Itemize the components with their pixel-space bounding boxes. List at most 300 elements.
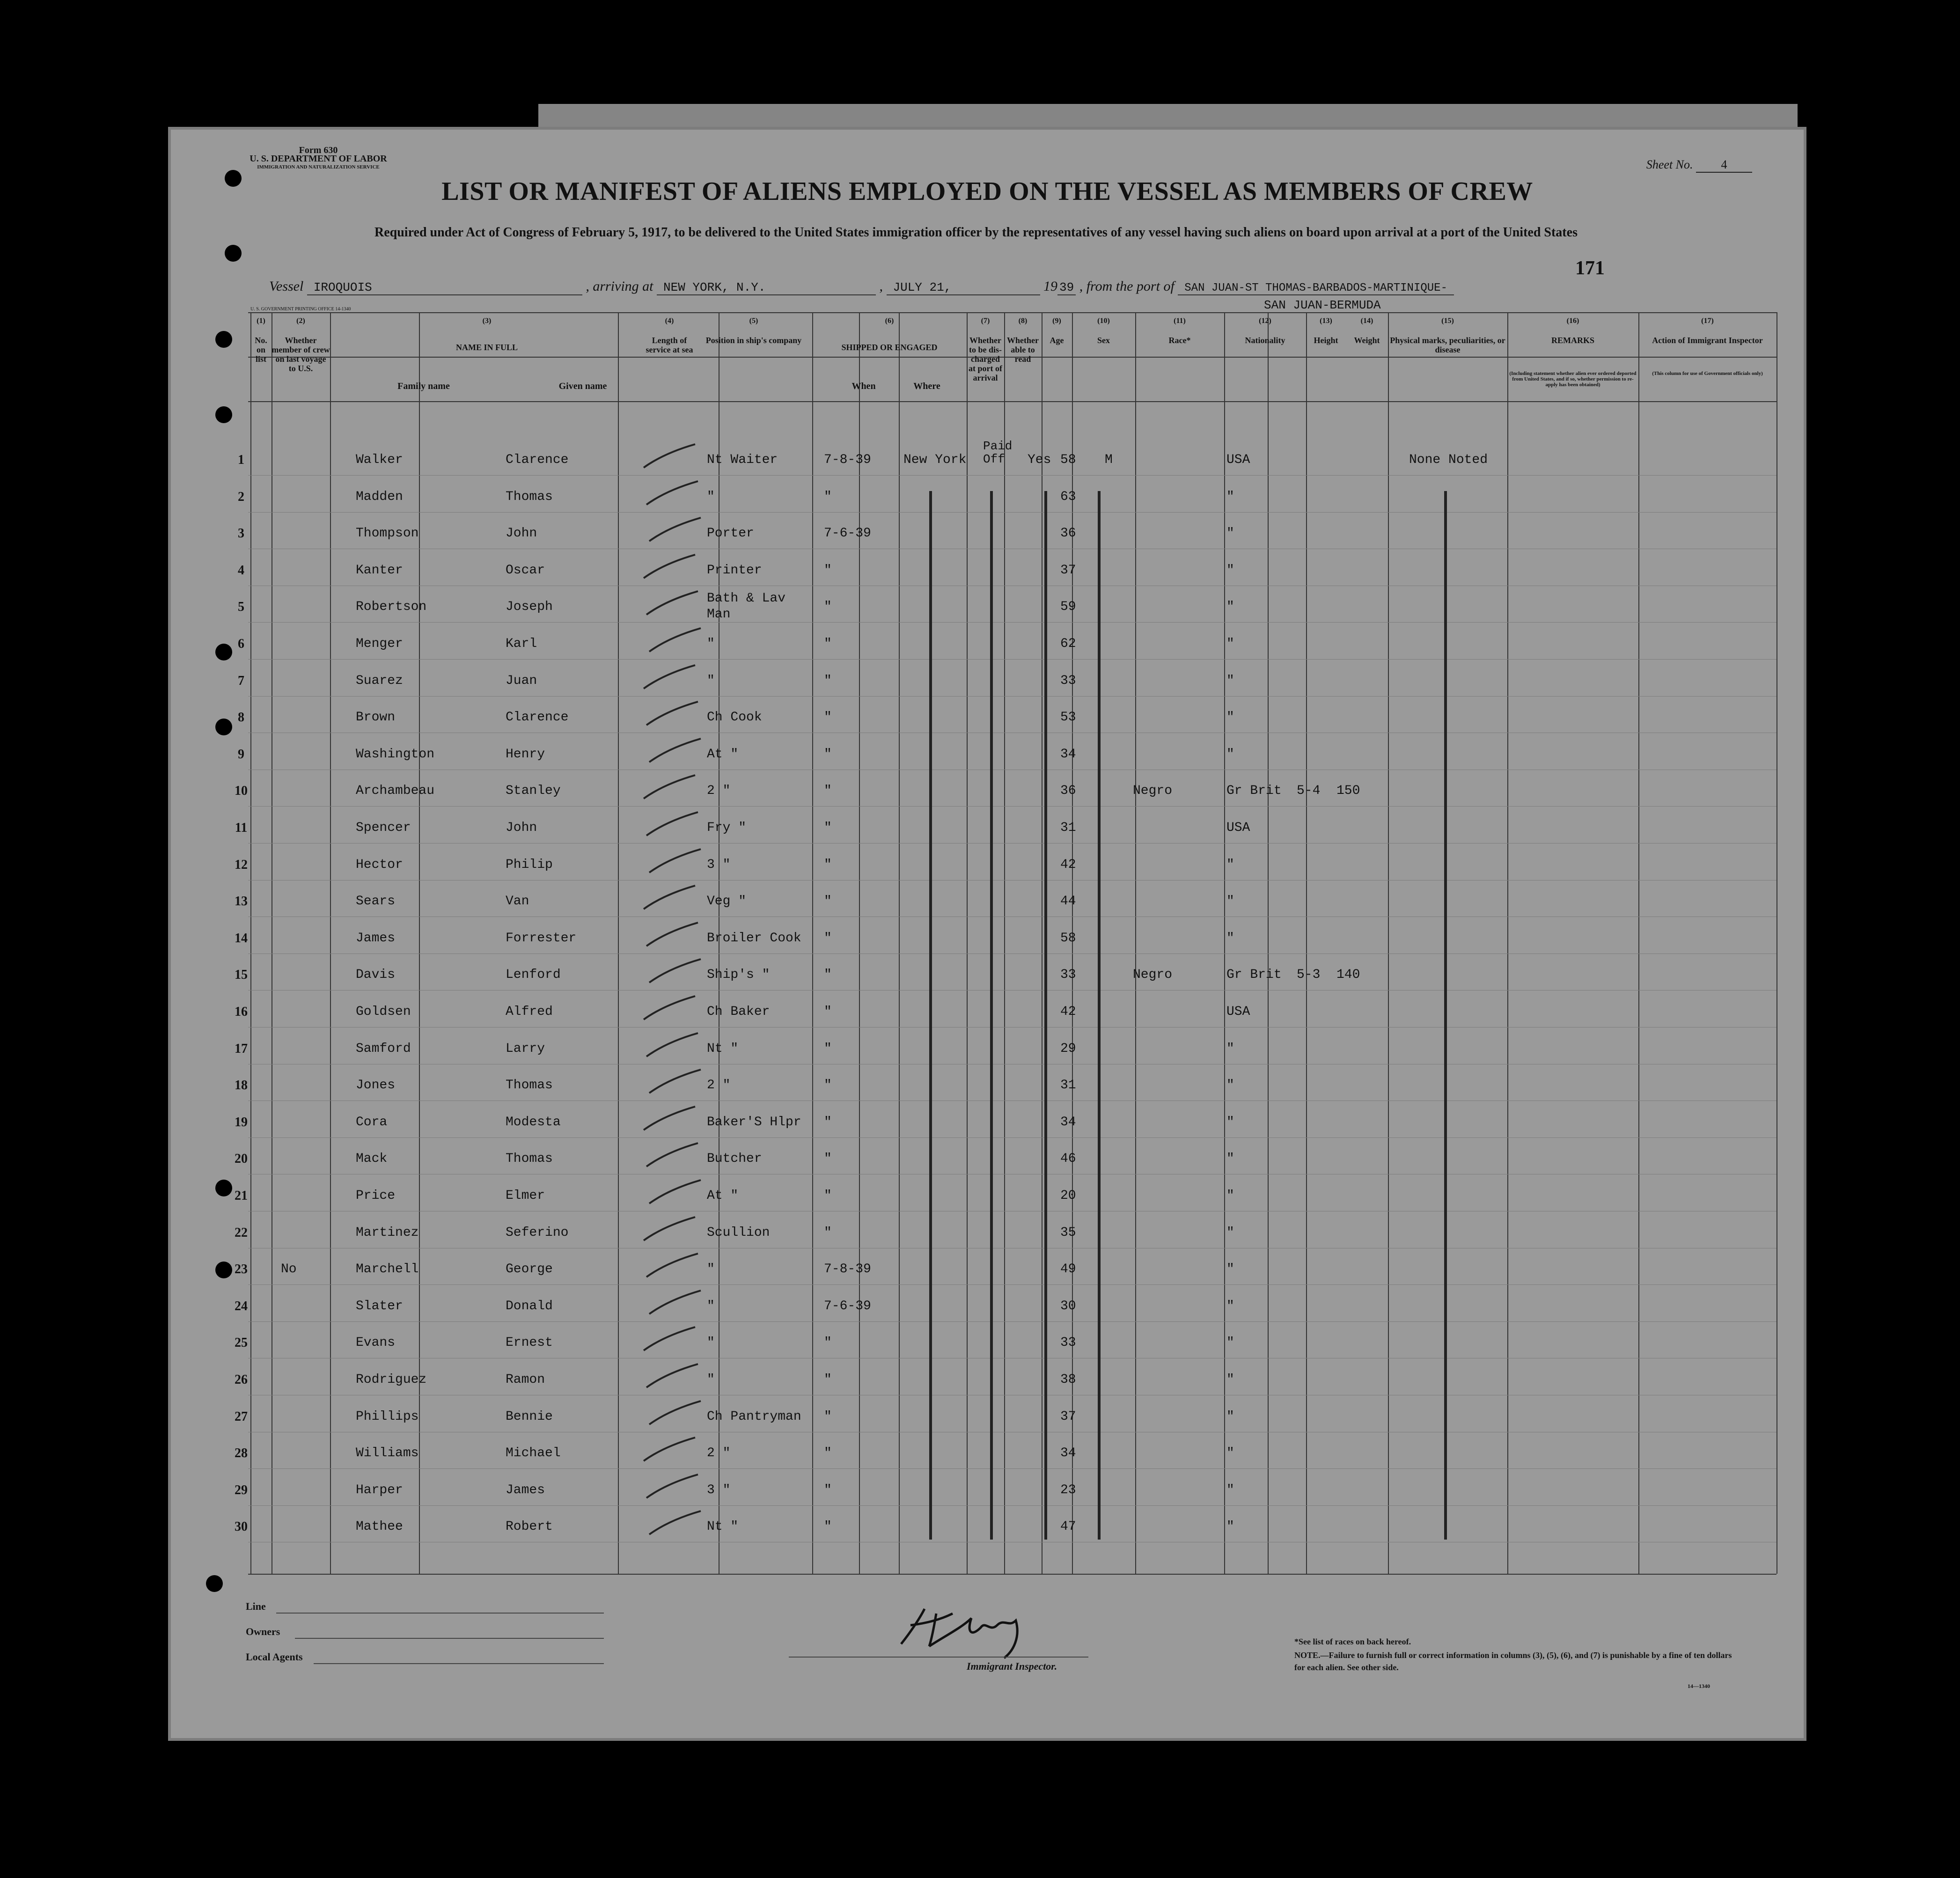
position-cell: 2 " [707, 784, 731, 799]
nationality-cell: " [1226, 1335, 1234, 1350]
given-name-cell: Michael [506, 1446, 561, 1461]
given-name-cell: Modesta [506, 1115, 561, 1130]
punch-hole [225, 245, 242, 262]
age-cell: 34 [1060, 1446, 1076, 1461]
column-number: (3) [482, 317, 492, 325]
column-number: (2) [296, 317, 305, 325]
row-number: 8 [238, 710, 244, 725]
printing-office: U. S. GOVERNMENT PRINTING OFFICE 14-1340 [250, 307, 351, 312]
age-cell: 42 [1060, 857, 1076, 872]
column-rule [1507, 312, 1508, 1574]
action-instructions: (This column for use of Government officials only) [1652, 371, 1763, 376]
punch-hole [225, 170, 242, 187]
row-number: 13 [235, 894, 248, 909]
row-number: 26 [235, 1372, 248, 1387]
shipped-when-cell: " [824, 489, 832, 504]
race-cell: Negro [1133, 968, 1173, 983]
line-label: Line [246, 1600, 266, 1612]
column-number: (14) [1360, 317, 1373, 325]
nationality-cell: " [1226, 1225, 1234, 1240]
column-number: (9) [1052, 317, 1061, 325]
family-name-cell: James [356, 931, 396, 946]
length-of-service-tick [644, 699, 700, 727]
position-cell: Scullion [707, 1225, 770, 1240]
family-name-cell: Jones [356, 1078, 396, 1093]
length-of-service-tick [641, 1215, 697, 1243]
given-name-cell: George [506, 1262, 553, 1277]
col-age: Age [1050, 336, 1064, 345]
nationality-cell: " [1226, 1041, 1234, 1056]
length-of-service-tick [647, 1399, 703, 1427]
column-rule [618, 312, 619, 1574]
shipped-when-cell: " [824, 710, 832, 725]
height-cell: 5-3 [1297, 968, 1321, 983]
physical-marks-cell: None Noted [1409, 453, 1488, 467]
column-rule [967, 312, 968, 1574]
position-cell: " [707, 673, 715, 688]
agents-underline [314, 1663, 604, 1664]
header-rule [248, 312, 1776, 313]
row-number: 14 [235, 931, 248, 946]
family-name-cell: Evans [356, 1335, 396, 1350]
age-cell: 36 [1060, 526, 1076, 541]
row-number: 24 [235, 1298, 248, 1313]
column-rule [812, 312, 813, 1574]
shipped-when-cell: 7-8-39 [824, 1262, 871, 1277]
inspector-line [789, 1657, 1088, 1658]
col-position: Position in ship's company [705, 336, 802, 345]
age-cell: 31 [1060, 1078, 1076, 1093]
column-rule [1638, 312, 1639, 1574]
weight-cell: 140 [1336, 968, 1360, 983]
age-cell: 33 [1060, 673, 1076, 688]
owners-underline [295, 1638, 604, 1639]
length-of-service-tick [641, 883, 697, 911]
nationality-cell: USA [1226, 821, 1250, 835]
nationality-cell: " [1226, 931, 1234, 946]
length-of-service-tick [641, 552, 697, 580]
col-physical-marks: Physical marks, peculiarities, or disease [1390, 336, 1505, 354]
row-number: 22 [235, 1225, 248, 1240]
row-number: 16 [235, 1005, 248, 1019]
given-name-cell: Thomas [506, 489, 553, 504]
row-rule [248, 659, 1776, 660]
penalty-note: NOTE.—Failure to furnish full or correct information in columns (3), (5), (6), and (7) is punishable by a fine of ten dollars for each alien. See other side. [1294, 1651, 1732, 1672]
col-remarks: REMARKS [1551, 336, 1594, 345]
family-name-cell: Washington [356, 747, 435, 762]
age-cell: 37 [1060, 563, 1076, 578]
length-of-service-tick [647, 1509, 703, 1537]
shipped-when-cell: " [824, 1519, 832, 1534]
shipped-when-cell: " [824, 1041, 832, 1056]
shipped-when-cell: " [824, 563, 832, 578]
given-name-cell: Clarence [506, 710, 569, 725]
inspector-signature [892, 1599, 1088, 1665]
age-cell: 33 [1060, 968, 1076, 983]
col-previous-voyage: Whether member of crew on last voyage to U.S. [272, 336, 330, 373]
departure-port: SAN JUAN-ST THOMAS-BARBADOS-MARTINIQUE- [1178, 282, 1454, 295]
age-cell: 58 [1060, 453, 1076, 467]
row-number: 30 [235, 1519, 248, 1534]
age-cell: 38 [1060, 1372, 1076, 1387]
family-name-cell: Mack [356, 1152, 388, 1166]
nationality-cell: " [1226, 894, 1234, 909]
row-rule [248, 843, 1776, 844]
col-no-on-list: No. on list [255, 336, 267, 364]
arrival-year: 39 [1057, 280, 1076, 295]
nationality-cell: USA [1226, 1005, 1250, 1019]
family-name-header: Family name [397, 381, 450, 391]
row-number: 3 [238, 526, 244, 541]
position-cell: " [707, 1298, 715, 1313]
column-number: (13) [1320, 317, 1332, 325]
ditto-line-where [929, 491, 932, 1540]
length-of-service-tick [644, 920, 700, 948]
age-cell: 63 [1060, 489, 1076, 504]
length-of-service-tick [647, 957, 703, 985]
punch-hole [215, 1180, 232, 1196]
family-name-cell: Mathee [356, 1519, 403, 1534]
nationality-cell: " [1226, 1262, 1234, 1277]
column-rule [1224, 312, 1225, 1574]
line-underline [276, 1613, 604, 1614]
nationality-cell: " [1226, 1409, 1234, 1424]
age-cell: 47 [1060, 1519, 1076, 1534]
age-cell: 59 [1060, 600, 1076, 615]
row-rule [248, 475, 1776, 476]
position-cell: At " [707, 1188, 739, 1203]
position-cell: Baker'S Hlpr [707, 1115, 801, 1130]
row-number: 15 [235, 968, 248, 983]
column-number: (17) [1701, 317, 1714, 325]
punch-hole [215, 719, 232, 735]
row-number: 6 [238, 637, 244, 651]
row-number: 29 [235, 1482, 248, 1497]
age-cell: 33 [1060, 1335, 1076, 1350]
vessel-name: IROQUOIS [307, 280, 582, 295]
column-rule [859, 312, 860, 1574]
col-weight: Weight [1354, 336, 1380, 345]
nationality-cell: " [1226, 1188, 1234, 1203]
column-number: (11) [1174, 317, 1186, 325]
length-of-service-tick [641, 1435, 697, 1463]
row-rule [248, 622, 1776, 623]
form-code: 14—1340 [1688, 1683, 1710, 1689]
age-cell: 34 [1060, 1115, 1076, 1130]
row-number: 1 [238, 453, 244, 467]
shipped-when-cell: " [824, 747, 832, 762]
length-of-service-tick [647, 515, 703, 543]
shipped-when-cell: " [824, 1225, 832, 1240]
nationality-cell: " [1226, 1078, 1234, 1093]
length-of-service-tick [644, 589, 700, 617]
family-name-cell: Hector [356, 857, 403, 872]
nationality-cell: " [1226, 710, 1234, 725]
race-cell: Negro [1133, 784, 1173, 799]
punch-hole [215, 644, 232, 660]
row-number: 9 [238, 747, 244, 762]
column-number: (7) [981, 317, 990, 325]
given-name-cell: Alfred [506, 1005, 553, 1019]
position-cell: Ship's " [707, 968, 770, 983]
family-name-cell: Suarez [356, 673, 403, 688]
shipped-when-cell: " [824, 1005, 832, 1019]
col-race: Race* [1168, 336, 1191, 345]
header-rule [248, 1574, 1776, 1575]
punch-hole [206, 1575, 223, 1592]
shipped-when-cell: " [824, 1188, 832, 1203]
family-name-cell: Price [356, 1188, 396, 1203]
nationality-cell: " [1226, 563, 1234, 578]
column-number: (10) [1097, 317, 1110, 325]
nationality-cell: " [1226, 600, 1234, 615]
col-discharged: Whether to be dis-charged at port of arrival [969, 336, 1002, 382]
given-name-cell: Bennie [506, 1409, 553, 1424]
family-name-cell: Martinez [356, 1225, 419, 1240]
family-name-cell: Robertson [356, 600, 427, 615]
position-cell: Ch Pantryman [707, 1409, 801, 1424]
row-number: 20 [235, 1152, 248, 1166]
row-number: 27 [235, 1409, 248, 1424]
shipped-when-cell: 7-6-39 [824, 526, 871, 541]
row-number: 17 [235, 1041, 248, 1056]
col-action: Action of Immigrant Inspector [1652, 336, 1763, 345]
row-number: 21 [235, 1188, 248, 1203]
given-name-cell: John [506, 526, 537, 541]
age-cell: 42 [1060, 1005, 1076, 1019]
shipped-when-cell: " [824, 931, 832, 946]
length-of-service-tick [644, 1472, 700, 1500]
shipped-when-cell: " [824, 637, 832, 651]
col-name-in-full: NAME IN FULL [455, 343, 518, 352]
given-name-cell: Ernest [506, 1335, 553, 1350]
length-of-service-tick [644, 1362, 700, 1390]
given-name-cell: Robert [506, 1519, 553, 1534]
ditto-line-read [1044, 491, 1047, 1540]
column-number: (16) [1566, 317, 1579, 325]
position-cell: Nt " [707, 1519, 739, 1534]
shipped-when-cell: " [824, 1152, 832, 1166]
position-cell: " [707, 1372, 715, 1387]
header-rule [248, 401, 1776, 402]
age-cell: 62 [1060, 637, 1076, 651]
length-of-service-tick [644, 1141, 700, 1169]
nationality-cell: " [1226, 747, 1234, 762]
length-of-service-tick [641, 773, 697, 801]
column-number: (5) [749, 317, 758, 325]
page-subtitle: Required under Act of Congress of February 5, 1917, to be delivered to the United States immigration officer by the representatives of any vessel having such aliens on board upon arrival at a port of the United States [374, 225, 1578, 240]
arrival-date: JULY 21, [887, 280, 1040, 295]
position-cell: Porter [707, 526, 754, 541]
shipped-when-cell: 7-8-39 [824, 453, 871, 467]
given-name-cell: Van [506, 894, 529, 909]
col-nationality: Nationality [1245, 336, 1285, 345]
col-sex: Sex [1097, 336, 1110, 345]
given-name-cell: John [506, 821, 537, 835]
family-name-cell: Rodriguez [356, 1372, 427, 1387]
able-to-read-cell: Yes [1028, 453, 1051, 467]
given-name-header: Given name [558, 381, 607, 391]
family-name-cell: Thompson [356, 526, 419, 541]
arriving-port: NEW YORK, N.Y. [657, 280, 876, 295]
row-number: 28 [235, 1446, 248, 1461]
position-cell: Fry " [707, 821, 747, 835]
column-number: (1) [257, 317, 265, 325]
family-name-cell: Kanter [356, 563, 403, 578]
weight-cell: 150 [1336, 784, 1360, 799]
nationality-cell: " [1226, 1519, 1234, 1534]
shipped-when-cell: " [824, 673, 832, 688]
family-name-cell: Spencer [356, 821, 411, 835]
given-name-cell: Karl [506, 637, 537, 651]
length-of-service-tick [644, 810, 700, 838]
family-name-cell: Davis [356, 968, 396, 983]
shipped-when-cell: " [824, 968, 832, 983]
given-name-cell: Clarence [506, 453, 569, 467]
height-cell: 5-4 [1297, 784, 1321, 799]
owners-label: Owners [246, 1626, 280, 1637]
length-of-service-tick [641, 442, 697, 470]
position-cell: Printer [707, 563, 762, 578]
position-cell: 2 " [707, 1078, 731, 1093]
row-number: 23 [235, 1262, 248, 1277]
family-name-cell: Walker [356, 453, 403, 467]
age-cell: 34 [1060, 747, 1076, 762]
family-name-cell: Williams [356, 1446, 419, 1461]
shipped-when-cell: 7-6-39 [824, 1298, 871, 1313]
position-cell: " [707, 1262, 715, 1277]
row-rule [248, 1468, 1776, 1469]
age-cell: 46 [1060, 1152, 1076, 1166]
given-name-cell: Philip [506, 857, 553, 872]
departure-port-continued: SAN JUAN-BERMUDA [1264, 298, 1381, 312]
position-cell: " [707, 637, 715, 651]
column-number: (4) [665, 317, 674, 325]
given-name-cell: Elmer [506, 1188, 545, 1203]
family-name-cell: Phillips [356, 1409, 419, 1424]
age-cell: 29 [1060, 1041, 1076, 1056]
length-of-service-tick [647, 1288, 703, 1316]
column-number: (15) [1441, 317, 1454, 325]
shipped-when-cell: " [824, 894, 832, 909]
form-identifier [239, 146, 398, 171]
nationality-cell: " [1226, 1152, 1234, 1166]
age-cell: 58 [1060, 931, 1076, 946]
punch-hole [215, 406, 232, 423]
position-cell: Broiler Cook [707, 931, 801, 946]
inspector-label: Immigrant Inspector. [967, 1660, 1057, 1672]
when-header: When [852, 381, 876, 391]
given-name-cell: Forrester [506, 931, 577, 946]
column-rule [1306, 312, 1307, 1574]
position-cell: " [707, 489, 715, 504]
row-rule [248, 1321, 1776, 1322]
age-cell: 36 [1060, 784, 1076, 799]
given-name-cell: Larry [506, 1041, 545, 1056]
column-rule [1268, 312, 1269, 1574]
column-number: (6) [885, 317, 894, 325]
row-number: 7 [238, 673, 244, 688]
row-number: 25 [235, 1335, 248, 1350]
age-cell: 37 [1060, 1409, 1076, 1424]
row-number: 12 [235, 857, 248, 872]
vessel-label: Vessel [269, 279, 304, 294]
nationality-cell: Gr Brit [1226, 968, 1282, 983]
family-name-cell: Sears [356, 894, 396, 909]
position-cell: Bath & Lav [707, 591, 786, 606]
page-title: LIST OR MANIFEST OF ALIENS EMPLOYED ON THE VESSEL AS MEMBERS OF CREW [441, 177, 1533, 206]
given-name-cell: Donald [506, 1298, 553, 1313]
length-of-service-tick [647, 736, 703, 764]
length-of-service-tick [644, 479, 700, 507]
department-name: U. S. DEPARTMENT OF LABOR [250, 154, 387, 164]
family-name-cell: Samford [356, 1041, 411, 1056]
position-cell: Ch Baker [707, 1005, 770, 1019]
ditto-line-sex [1098, 491, 1101, 1540]
service-name: IMMIGRATION AND NATURALIZATION SERVICE [257, 164, 380, 170]
age-cell: 31 [1060, 821, 1076, 835]
remarks-instructions: (Including statement whether alien ever ordered deported from United States, and if so, whether permission to re-apply has been obtained) [1509, 371, 1637, 388]
manifest-sheet [171, 130, 1804, 1738]
discharged-cell: Paid Off [983, 439, 1013, 466]
nationality-cell: " [1226, 1482, 1234, 1497]
row-number: 5 [238, 600, 244, 615]
nationality-cell: USA [1226, 453, 1250, 467]
column-rule [1388, 312, 1389, 1574]
length-of-service-tick [647, 1178, 703, 1206]
row-rule [248, 1284, 1776, 1285]
family-name-cell: Marchell [356, 1262, 419, 1277]
family-name-cell: Archambeau [356, 784, 435, 799]
family-name-cell: Goldsen [356, 1005, 411, 1019]
nationality-cell: " [1226, 637, 1234, 651]
position-cell: Veg " [707, 894, 747, 909]
shipped-when-cell: " [824, 821, 832, 835]
position-cell: Nt " [707, 1041, 739, 1056]
given-name-cell: Stanley [506, 784, 561, 799]
row-rule [248, 512, 1776, 513]
age-cell: 49 [1060, 1262, 1076, 1277]
age-cell: 35 [1060, 1225, 1076, 1240]
row-rule [248, 1100, 1776, 1101]
row-rule [248, 696, 1776, 697]
row-rule [248, 806, 1776, 807]
from-label: , from the port of [1079, 279, 1175, 294]
sheet-number [1646, 158, 1752, 173]
given-name-cell: Juan [506, 673, 537, 688]
sex-cell: M [1105, 453, 1113, 467]
length-of-service-tick [641, 1325, 697, 1353]
column-rule [330, 312, 331, 1574]
given-name-cell: Thomas [506, 1078, 553, 1093]
sheet-label: Sheet No. [1646, 158, 1693, 171]
previous-voyage-cell: No [281, 1262, 297, 1277]
family-name-cell: Slater [356, 1298, 403, 1313]
col-length-of-service: Length of service at sea [646, 336, 693, 354]
position-cell: At " [707, 747, 739, 762]
ditto-line-discharged [990, 491, 993, 1540]
shipped-when-cell: " [824, 1115, 832, 1130]
family-name-cell: Brown [356, 710, 396, 725]
row-rule [248, 1137, 1776, 1138]
races-note: *See list of races on back hereof. [1294, 1637, 1411, 1646]
given-name-cell: Lenford [506, 968, 561, 983]
length-of-service-tick [647, 626, 703, 654]
age-cell: 23 [1060, 1482, 1076, 1497]
shipped-when-cell: " [824, 857, 832, 872]
nationality-cell: " [1226, 1446, 1234, 1461]
arriving-label: , arriving at [586, 279, 653, 294]
